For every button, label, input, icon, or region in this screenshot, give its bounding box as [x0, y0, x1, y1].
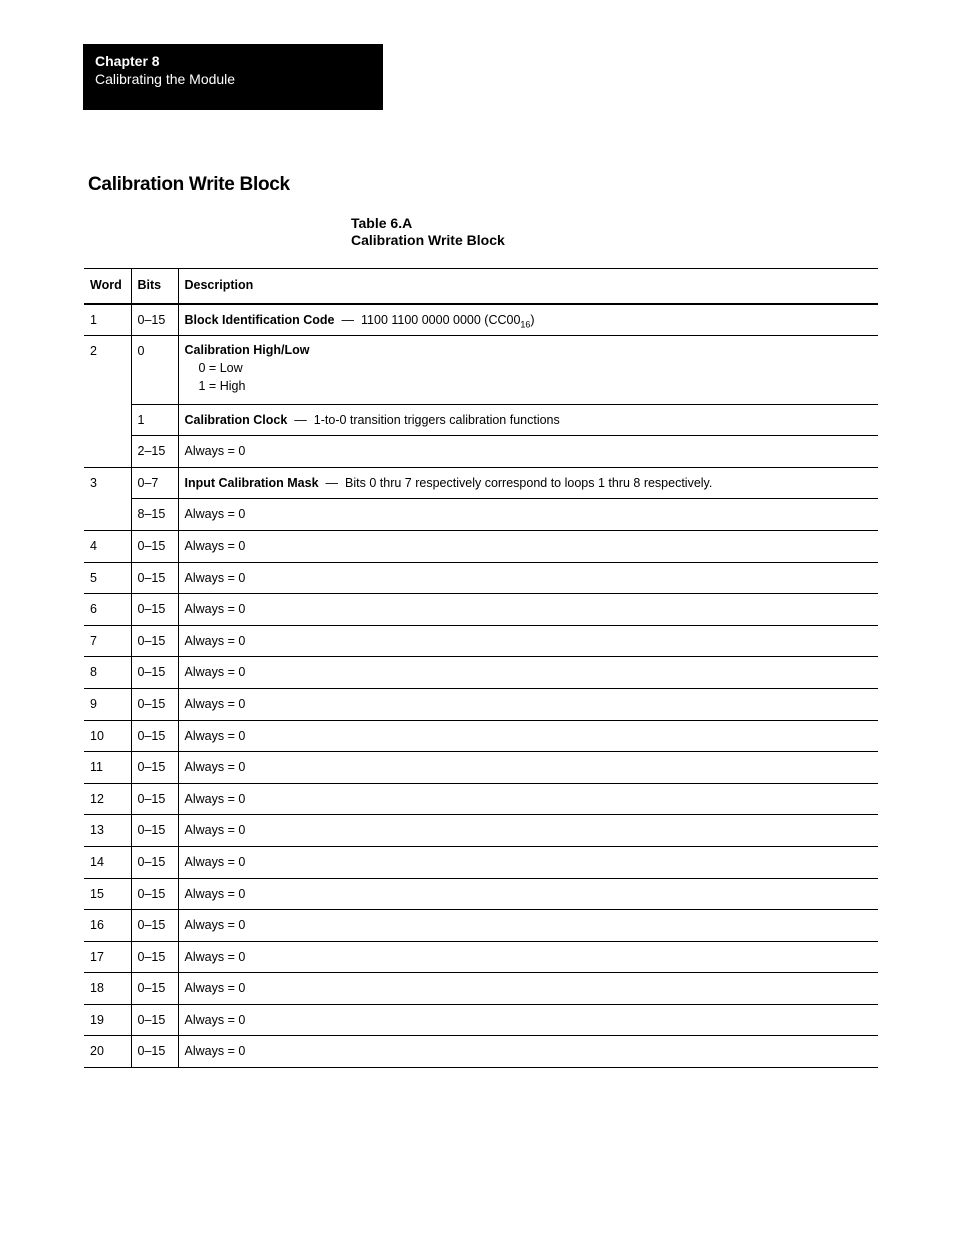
option-high: 1 = High: [198, 378, 246, 393]
table-row: [84, 973, 878, 1005]
description-label: Calibration Clock: [184, 412, 288, 427]
chapter-header: [83, 44, 383, 110]
table-row: [84, 1036, 878, 1068]
description-cell: Always = 0: [178, 562, 878, 594]
description-cell: Always = 0: [178, 625, 878, 657]
table-row: [84, 752, 878, 784]
word-cell: 10: [84, 720, 131, 752]
table-row: [84, 625, 878, 657]
bits-cell: 0–15: [131, 688, 178, 720]
table-row: [84, 910, 878, 942]
table-header-row: [84, 269, 878, 304]
table-row: [84, 688, 878, 720]
bits-cell: 0–15: [131, 530, 178, 562]
table-row: [84, 594, 878, 626]
bits-cell: 0–15: [131, 304, 178, 336]
bits-cell: 0–15: [131, 910, 178, 942]
table-row: [84, 562, 878, 594]
bits-cell: 0: [131, 335, 178, 404]
word-cell: 19: [84, 1004, 131, 1036]
table-row: [84, 304, 878, 336]
word-cell-empty: [84, 436, 131, 468]
table-row: [84, 1004, 878, 1036]
word-cell: 2: [84, 335, 131, 404]
description-cell: Always = 0: [178, 846, 878, 878]
word-cell: 4: [84, 530, 131, 562]
closing-paren: ): [530, 312, 535, 327]
table-number: Table 6.A: [351, 215, 413, 231]
description-cell: [178, 404, 878, 436]
description-label: Block Identification Code: [184, 312, 335, 327]
description-cell: Always = 0: [178, 1004, 878, 1036]
bits-cell: 0–15: [131, 846, 178, 878]
description-cell: Always = 0: [178, 720, 878, 752]
word-cell: 8: [84, 657, 131, 689]
table-row: [84, 530, 878, 562]
word-cell: 1: [84, 304, 131, 336]
bits-cell: 8–15: [131, 499, 178, 531]
table-row: [84, 335, 878, 404]
calibration-write-block-table: [84, 268, 878, 1068]
table-row: [84, 436, 878, 468]
bits-cell: 0–15: [131, 941, 178, 973]
table-row: [84, 657, 878, 689]
subscript: 16: [520, 319, 531, 329]
table-row: [84, 878, 878, 910]
bits-cell: 0–15: [131, 720, 178, 752]
description-cell: Always = 0: [178, 657, 878, 689]
bits-cell: 0–15: [131, 625, 178, 657]
table-caption: [351, 215, 505, 249]
description-cell: [178, 467, 878, 499]
description-cell: [178, 335, 878, 404]
bits-cell: 0–15: [131, 878, 178, 910]
table-row: [84, 941, 878, 973]
bits-cell: 0–15: [131, 973, 178, 1005]
description-cell: Always = 0: [178, 499, 878, 531]
chapter-number: Chapter 8: [95, 53, 160, 69]
description-cell: Always = 0: [178, 594, 878, 626]
description-text: Bits 0 thru 7 respectively correspond to loops 1 thru 8 respectively.: [345, 475, 713, 490]
bits-cell: 2–15: [131, 436, 178, 468]
word-cell: 20: [84, 1036, 131, 1068]
section-title: Calibration Write Block: [88, 174, 290, 195]
description-label: Calibration High/Low: [184, 342, 310, 357]
word-cell-empty: [84, 499, 131, 531]
description-cell: Always = 0: [178, 910, 878, 942]
bits-cell: 0–15: [131, 752, 178, 784]
description-cell: Always = 0: [178, 941, 878, 973]
word-cell: 7: [84, 625, 131, 657]
bits-cell: 0–15: [131, 815, 178, 847]
word-cell: 18: [84, 973, 131, 1005]
description-cell: Always = 0: [178, 783, 878, 815]
word-cell: 3: [84, 467, 131, 499]
column-header-description: Description: [178, 269, 878, 304]
bits-cell: 0–15: [131, 562, 178, 594]
table-row: [84, 404, 878, 436]
description-cell: Always = 0: [178, 688, 878, 720]
word-cell: 6: [84, 594, 131, 626]
em-dash: —: [325, 475, 339, 490]
word-cell-empty: [84, 404, 131, 436]
table-title: Calibration Write Block: [351, 232, 505, 248]
description-text: 1100 1100 0000 0000 (CC00: [361, 312, 521, 327]
word-cell: 5: [84, 562, 131, 594]
bits-cell: 0–15: [131, 1004, 178, 1036]
word-cell: 14: [84, 846, 131, 878]
bits-cell: 0–7: [131, 467, 178, 499]
word-cell: 15: [84, 878, 131, 910]
table-row: [84, 846, 878, 878]
bits-cell: 0–15: [131, 657, 178, 689]
description-cell: Always = 0: [178, 436, 878, 468]
word-cell: 12: [84, 783, 131, 815]
table-row: [84, 783, 878, 815]
description-cell: Always = 0: [178, 530, 878, 562]
option-low: 0 = Low: [198, 360, 243, 375]
description-cell: Always = 0: [178, 878, 878, 910]
bits-cell: 1: [131, 404, 178, 436]
word-cell: 9: [84, 688, 131, 720]
word-cell: 11: [84, 752, 131, 784]
column-header-bits: Bits: [131, 269, 178, 304]
em-dash: —: [341, 312, 355, 327]
description-cell: Always = 0: [178, 815, 878, 847]
description-cell: Always = 0: [178, 973, 878, 1005]
description-cell: Always = 0: [178, 752, 878, 784]
table-row: [84, 467, 878, 499]
table-row: [84, 499, 878, 531]
bits-cell: 0–15: [131, 594, 178, 626]
table-row: [84, 815, 878, 847]
column-header-word: Word: [84, 269, 131, 304]
bits-cell: 0–15: [131, 783, 178, 815]
description-cell: Always = 0: [178, 1036, 878, 1068]
description-cell: [178, 304, 878, 336]
description-text: 1-to-0 transition triggers calibration functions: [313, 412, 560, 427]
chapter-title: Calibrating the Module: [95, 71, 236, 87]
word-cell: 17: [84, 941, 131, 973]
word-cell: 13: [84, 815, 131, 847]
description-label: Input Calibration Mask: [184, 475, 319, 490]
word-cell: 16: [84, 910, 131, 942]
em-dash: —: [294, 412, 307, 427]
bits-cell: 0–15: [131, 1036, 178, 1068]
table-row: [84, 720, 878, 752]
